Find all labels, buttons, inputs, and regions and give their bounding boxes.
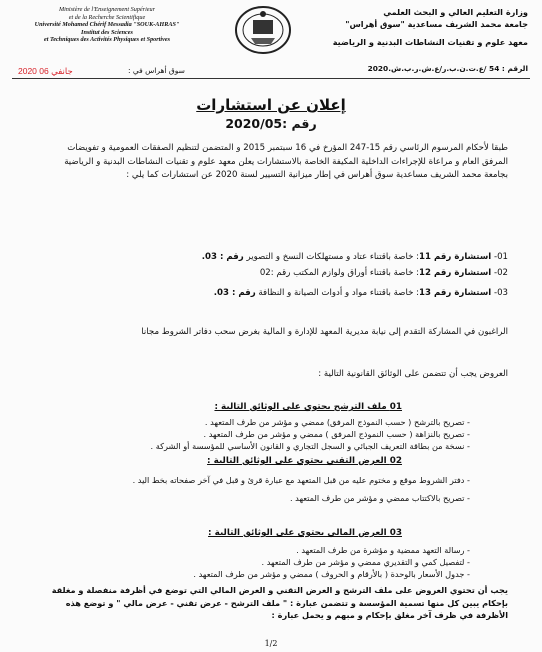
header-arabic [318, 6, 528, 48]
institute-line-2: et Techniques des Activités Physiques et Sportives [43, 36, 171, 44]
section-candidature-title: 01 ملف الترشح يحتوي على الوثائق التالية : [214, 402, 402, 412]
university-logo [232, 4, 294, 56]
closing-paragraph: يجب أن تحتوي العروض على ملف الترشح و العرض التقني و العرض المالي التي توضع في أظرفة منفصلة و مغلقة بإحكام يبين كل منها تسمية المؤسسة و تتضمن عبارة : " ملف الترشح - عرض تقني - عرض مالي " و توضع هذه الأظرفة في ظرف آخر مغلق بإحكام و مبهم و يحمل عبارة : [51, 585, 508, 620]
item-title: استشارة رقم 11 [419, 252, 492, 262]
item-text: : خاصة باقتناء أوراق ولوازم المكتب رقم :02 [259, 268, 420, 278]
header-french [12, 6, 202, 44]
item-text: : خاصة باقتناء مواد و أدوات الصيانة و النظافة [255, 288, 420, 298]
consultation-item-2 [48, 268, 508, 278]
list-item: - لتفصيل كمي و التقديري ممضي و مؤشر من طرف المتعهد . [261, 557, 470, 567]
institute-arabic: معهد علوم و تقنيات النشاطات البدنية و الرياضية [332, 37, 528, 47]
consultation-item-1 [48, 252, 508, 262]
section-financial-list [40, 544, 470, 580]
invitation-paragraph: الراغبون في المشاركة التقدم إلى نيابة مديرية المعهد للإدارة و المالية بغرض سحب دفاتر الشروط مجانا [141, 327, 508, 337]
item-text: : خاصة باقتناء عتاد و مستهلكات النسخ و التصوير [243, 252, 420, 262]
list-item: - جدول الأسعار بالوحدة ( بالأرقام و الحروف ) ممضي و مؤشر من طرف المتعهد . [193, 569, 470, 579]
page-number: 1/2 [264, 639, 278, 648]
item-lot: رقم : 03. [201, 252, 244, 262]
item-lot: رقم : 03. [213, 288, 256, 298]
ministry-line: Ministère de l'Enseignement Supérieur [58, 6, 156, 13]
offers-intro: العروض يجب أن تتضمن على الوثائق القانونية التالية : [318, 369, 508, 379]
list-item: - نسخة من بطاقة التعريف الجبائي و السجل التجاري و القانون الأساسي للمؤسسة أو الشركة . [150, 441, 470, 451]
date-stamp: 2020 جانفي 06 [18, 66, 73, 76]
item-title: استشارة رقم 12 [419, 268, 492, 278]
university-arabic: جامعة محمد الشريف مساعدية "سوق أهراس" [345, 19, 528, 29]
list-item: - تصريح بالترشح ( حسب النموذج المرفق) ممضي و مؤشر من طرف المتعهد . [204, 417, 470, 427]
reference-number: الرقم : 54 /ع.ت.ن.ب.ر/ع.ش.ر.ب.ش.2020 [367, 64, 528, 73]
list-item: - دفتر الشروط موقع و مختوم عليه من قبل المتعهد مع عبارة قرئ و قبل في آخر صفحاته بخط اليد . [132, 475, 470, 485]
announcement-number: رقم :2020/05 [225, 116, 317, 131]
page-title: إعلان عن استشارات [196, 96, 346, 114]
section-technical-title: 02 العرض التقني يحتوي على الوثائق التالية : [207, 456, 402, 466]
list-item: - تصريح بالنزاهة ( حسب النموذج المرفق ) ممضي و مؤشر من طرف المتعهد . [203, 429, 470, 439]
section-technical-list [40, 474, 470, 504]
city-label: سوق أهراس في : [128, 66, 185, 75]
ministry-line-2: et de la Recherche Scientifique [68, 13, 146, 21]
header-divider [12, 78, 530, 79]
university-line: Université Mohamed Chérif Messadia "SOUK-AHRAS" [34, 21, 180, 29]
item-number: 02- [491, 268, 508, 278]
item-number: 01- [491, 252, 508, 262]
institute-line: Institut des Sciences [81, 28, 133, 36]
section-candidature-list [40, 416, 470, 452]
item-number: 03- [491, 288, 508, 298]
consultation-item-3 [48, 288, 508, 298]
list-item: - رسالة التعهد ممضية و مؤشرة من طرف المتعهد . [296, 545, 470, 555]
section-financial-title: 03 العرض المالي يحتوي على الوثائق التالية : [208, 528, 402, 538]
ministry-arabic: وزارة التعليم العالي و البحث العلمي [383, 7, 528, 17]
item-title: استشارة رقم 13 [419, 288, 492, 298]
intro-paragraph: طبقا لأحكام المرسوم الرئاسي رقم 15-247 المؤرخ في 16 سبتمبر 2015 و المتضمن لتنظيم الصفقات العمومية و تفويضات المرفق العام و مراعاة للإجراءات الداخلية المكيفة الخاصة بالاستشارات يعلن معهد علوم و تقنيات النشاطات البدنية و الرياضية بجامعة محمد الشريف مساعدية سوق أهراس في إطار ميزانية التسيير لسنة 2020 عن استشارات كما يلي : [64, 143, 508, 181]
list-item: - تصريح بالاكتتاب ممضي و مؤشر من طرف المتعهد . [289, 493, 470, 503]
